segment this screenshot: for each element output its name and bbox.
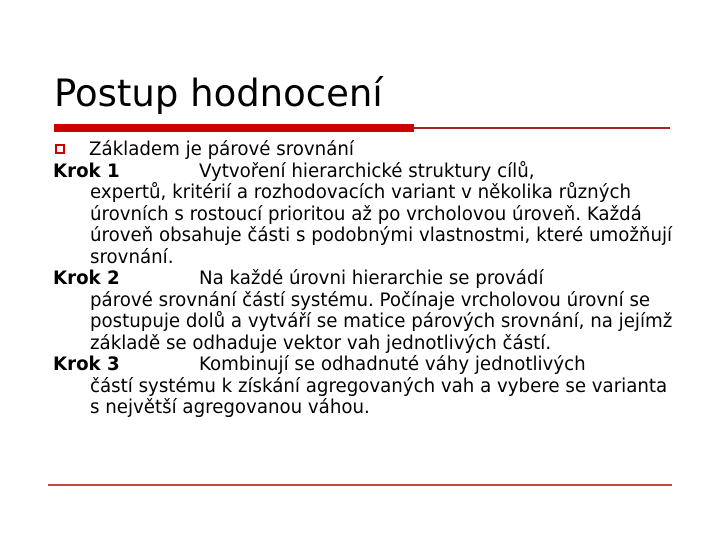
step-1-first-line: Vytvoření hierarchické struktury cílů, <box>199 160 535 182</box>
step-3-label: Krok 3 <box>53 354 120 375</box>
step-2-continuation: párové srovnání částí systému. Počínaje vrcholovou úrovní se postupuje dolů a vytváří se matice párových srovnání, na jejímž základě se odhaduje vektor vah jednotlivých částí. <box>90 289 673 354</box>
step-1-continuation: expertů, kritérií a rozhodovacích variant v několika různých úrovních s rostoucí prioritou až po vrcholovou úroveň. Každá úroveň obsahuje části s podobnými vlastnostmi, které umožňují srovnání. <box>90 182 673 268</box>
footer-divider <box>48 484 672 486</box>
step-3-continuation: částí systému k získání agregovaných vah a vybere se varianta s největší agregovanou váhou. <box>90 375 668 418</box>
bullet-text: Základem je párové srovnání <box>89 139 354 160</box>
step-2-first-line: Na každé úrovni hierarchie se provádí <box>199 268 544 289</box>
step-1 <box>53 161 673 269</box>
step-2-label: Krok 2 <box>53 268 120 289</box>
slide-body <box>53 139 673 419</box>
square-bullet-icon <box>55 144 65 154</box>
step-3-head <box>53 354 673 376</box>
title-underline <box>414 127 670 129</box>
step-1-label: Krok 1 <box>53 160 120 182</box>
step-2-head <box>53 268 673 290</box>
bullet-item <box>53 139 673 161</box>
title-accent-bar <box>54 124 414 132</box>
slide-title: Postup hodnocení <box>54 72 383 115</box>
step-3-first-line: Kombinují se odhadnuté váhy jednotlivých <box>199 354 586 375</box>
step-1-head <box>53 161 673 183</box>
step-3 <box>53 354 673 419</box>
step-2 <box>53 268 673 354</box>
